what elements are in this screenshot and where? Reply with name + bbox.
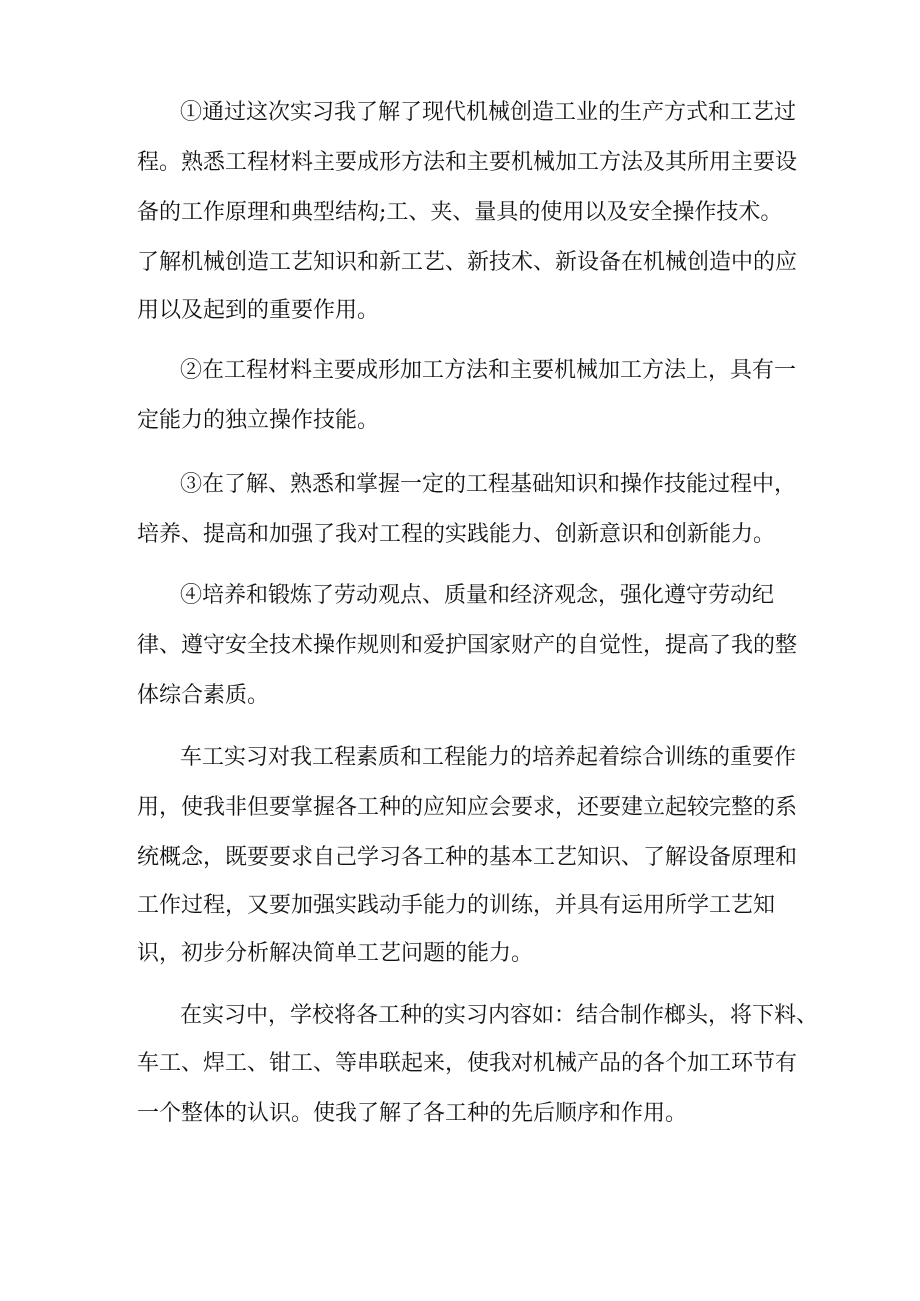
paragraph-line: 律、遵守安全技术操作规则和爱护国家财产的自觉性，提高了我的整 [137, 633, 798, 658]
paragraph-line: 用以及起到的重要作用。 [137, 298, 380, 323]
paragraph-line: 体综合素质。 [137, 683, 270, 708]
paragraph-line: 培养、提高和加强了我对工程的实践能力、创新意识和创新能力。 [137, 522, 776, 547]
paragraph-line: ③在了解、熟悉和掌握一定的工程基础知识和操作技能过程中， [180, 472, 797, 497]
paragraph-line: ④培养和锻炼了劳动观点、质量和经济观念，强化遵守劳动纪 [180, 583, 775, 608]
paragraph-line: ①通过这次实习我了解了现代机械创造工业的生产方式和工艺过 [180, 100, 797, 125]
paragraph-line: ②在工程材料主要成形加工方法和主要机械加工方法上，具有一 [180, 358, 797, 383]
paragraph-line: 用，使我非但要掌握各工种的应知应会要求，还要建立起较完整的系 [137, 795, 798, 820]
paragraph-line: 了解机械创造工艺知识和新工艺、新技术、新设备在机械创造中的应 [137, 250, 798, 275]
paragraph-line: 在实习中，学校将各工种的实习内容如：结合制作榔头，将下料、 [180, 1003, 819, 1028]
paragraph-line: 车工、焊工、钳工、等串联起来，使我对机械产品的各个加工环节有 [137, 1051, 798, 1076]
paragraph-line: 工作过程，又要加强实践动手能力的训练，并具有运用所学工艺知 [137, 893, 776, 918]
paragraph-line: 识，初步分析解决简单工艺问题的能力。 [137, 941, 534, 966]
paragraph-line: 一个整体的认识。使我了解了各工种的先后顺序和作用。 [137, 1101, 688, 1126]
paragraph-line: 程。熟悉工程材料主要成形方法和主要机械加工方法及其所用主要设 [137, 150, 798, 175]
paragraph-line: 统概念，既要要求自己学习各工种的基本工艺知识、了解设备原理和 [137, 845, 798, 870]
paragraph-line: 备的工作原理和典型结构;工、夹、量具的使用以及安全操作技术。 [137, 200, 783, 225]
paragraph-line: 定能力的独立操作技能。 [137, 408, 380, 433]
paragraph-line: 车工实习对我工程素质和工程能力的培养起着综合训练的重要作 [180, 745, 797, 770]
